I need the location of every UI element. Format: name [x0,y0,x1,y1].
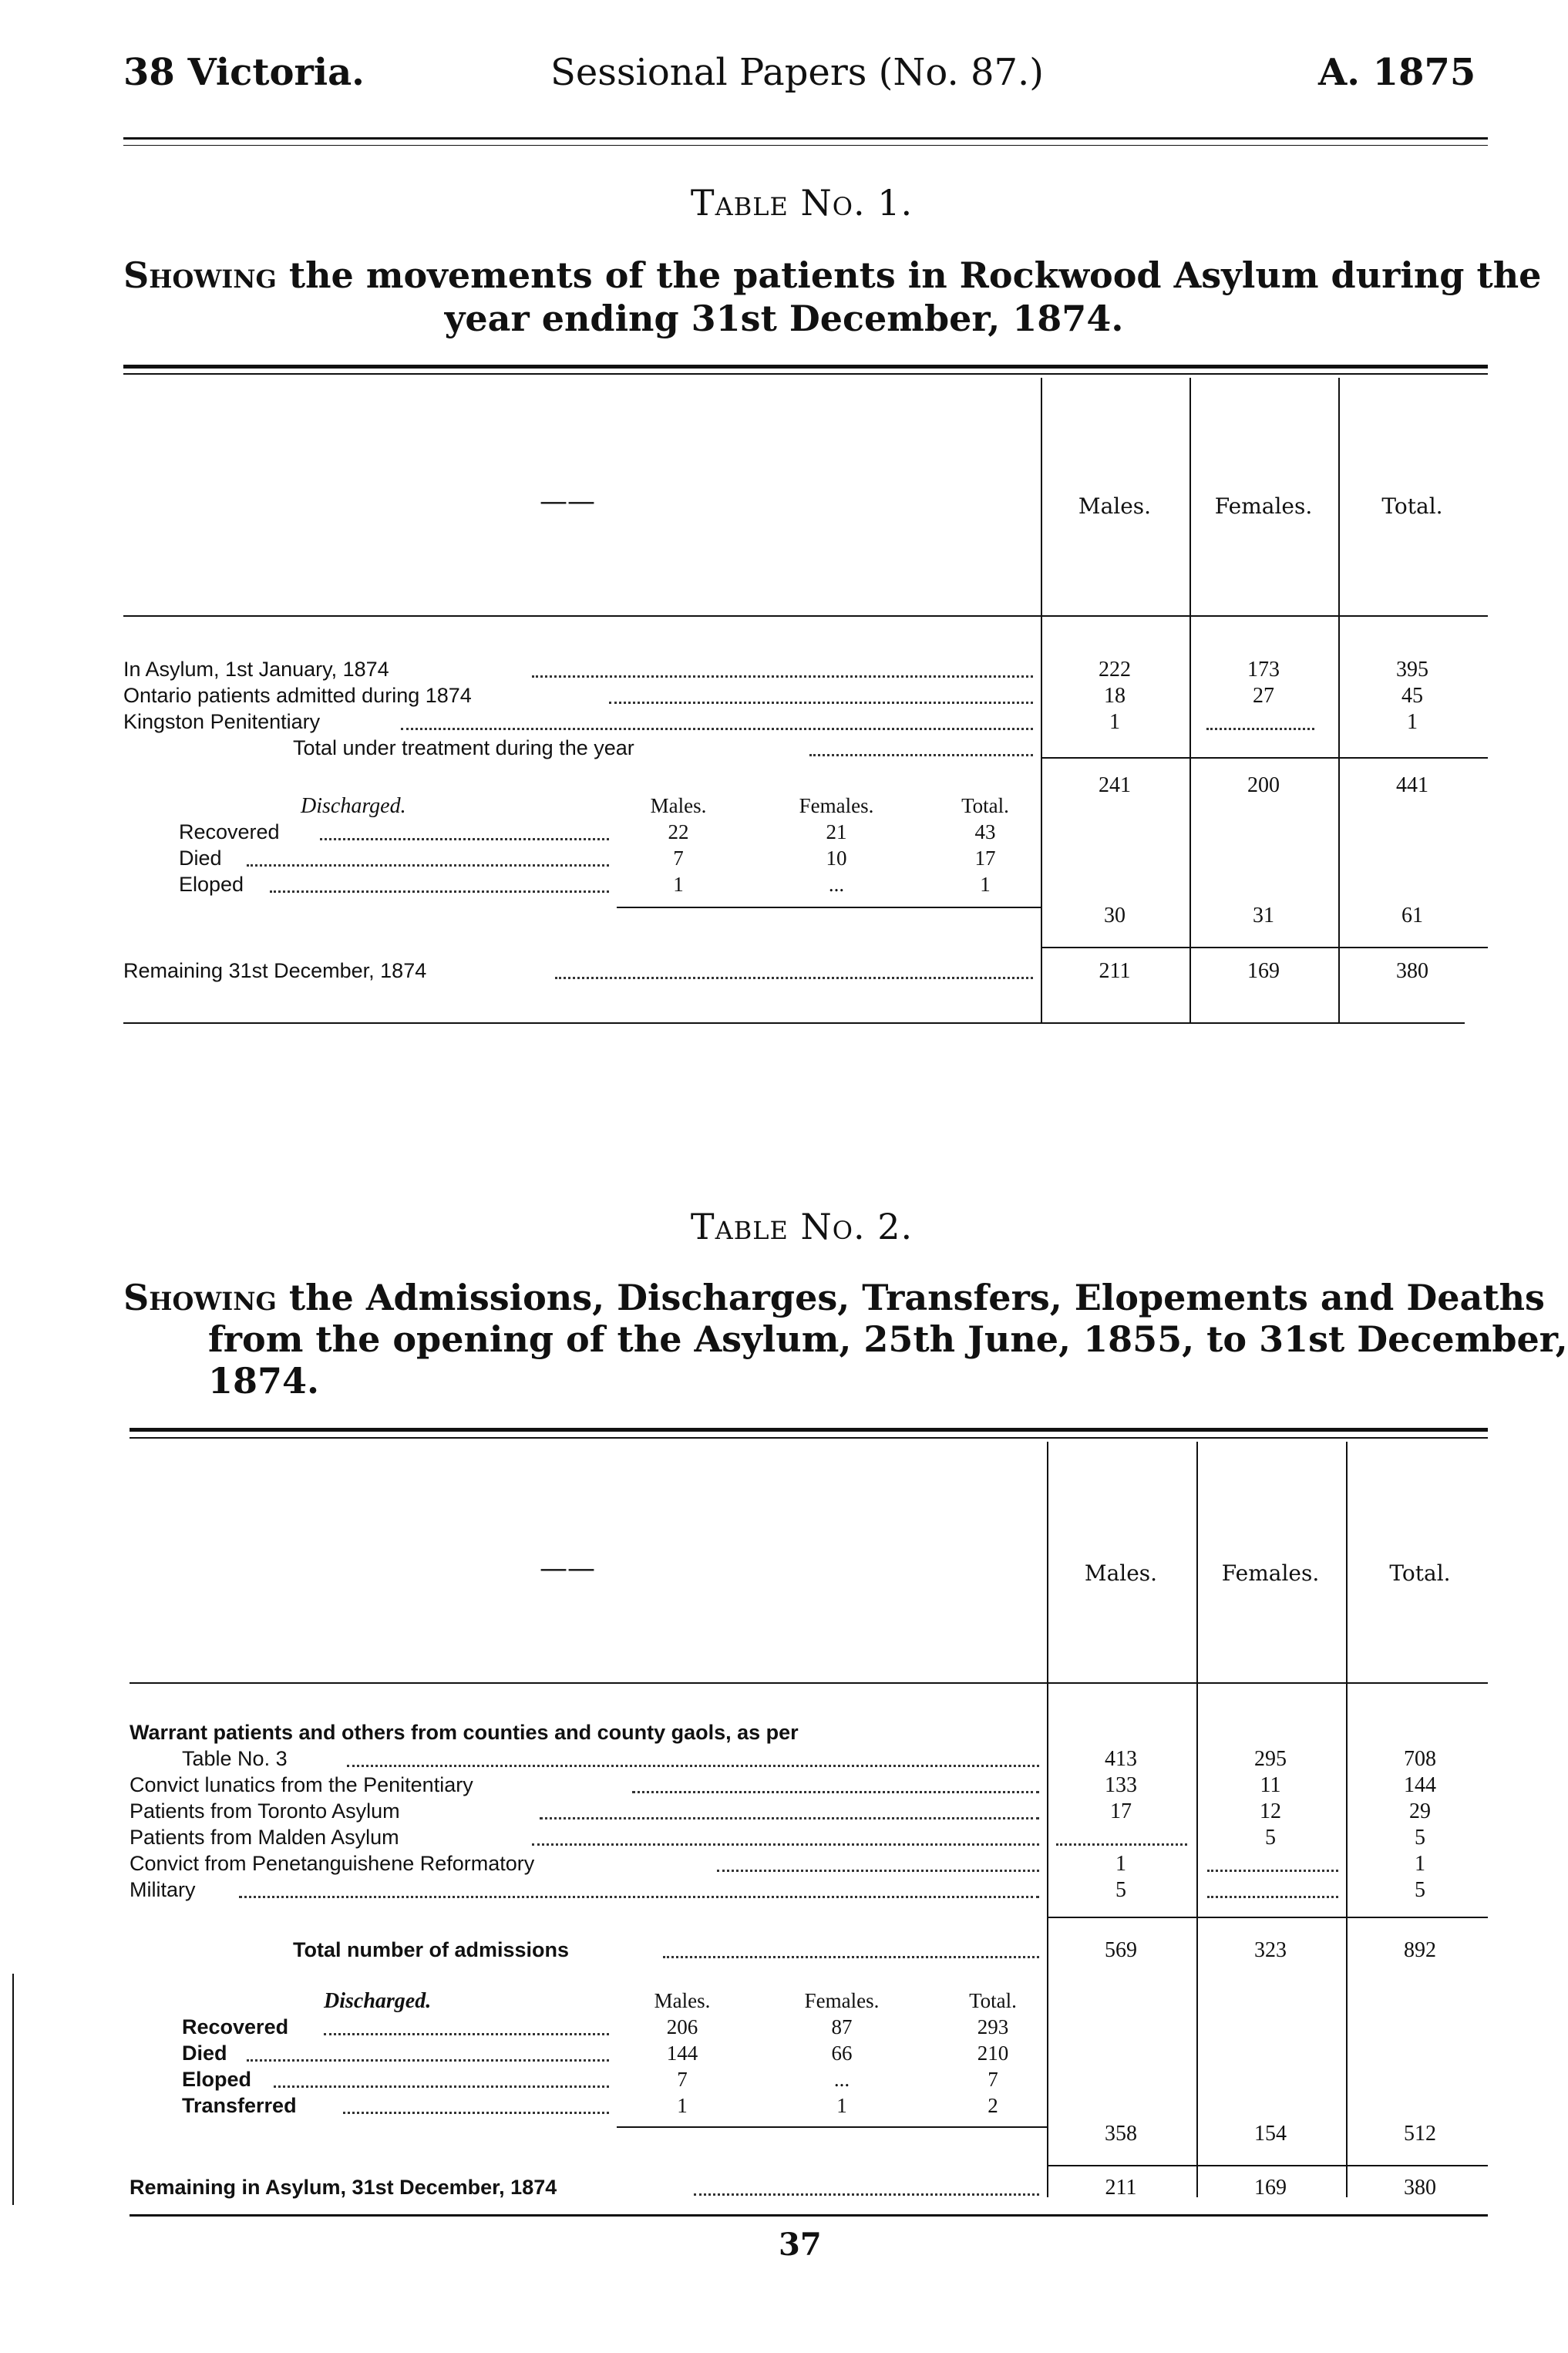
table1-bottom-rule [123,1022,1465,1024]
table1-discharged-males: 7 [673,847,684,870]
table2-row-total: 708 [1404,1747,1436,1771]
table2-discharged-label: Recovered [182,2015,289,2038]
table2-row-males: 133 [1105,1773,1137,1797]
table1-col-males: Males. [1078,493,1152,519]
table2-row-males: 5 [1115,1878,1126,1902]
table1-discharged-label: Eloped [179,873,244,896]
table2-discharged-males: 1 [677,2094,688,2117]
table2-caption-text1: the Admissions, Discharges, Transfers, Elopements and Deaths [288,1277,1545,1318]
table2-sub-total: Total. [969,1989,1017,2012]
table1-vrule-1 [1041,378,1042,1022]
table1-discharged-head: Discharged. [301,794,406,818]
table1-discharged-total: 43 [974,820,996,843]
table2-row-label: Convict lunatics from the Penitentiary [130,1773,473,1796]
table2-caption-line3: 1874. [208,1360,320,1402]
table1-row-total: 45 [1401,684,1423,708]
table2-sub-males: Males. [654,1989,711,2012]
table1-empty-cell-dots [1206,728,1314,730]
leader-dots [632,1791,1039,1793]
table1-row-males: 222 [1099,658,1131,682]
table2-col-females: Females. [1221,1560,1320,1586]
table1-disch-total-females: 31 [1253,904,1274,927]
table2-discharged-total: 2 [988,2094,998,2117]
table1-row-males: 241 [1099,773,1131,797]
table1-disch-total-males: 30 [1104,904,1126,927]
table1-remaining-females: 169 [1247,959,1280,983]
table1-subtotal-rule [1041,757,1488,759]
leader-dots [809,754,1033,756]
table2-col-total: Total. [1389,1560,1451,1586]
table1-row-total: 441 [1396,773,1428,797]
table2-row-females: 12 [1260,1799,1281,1823]
table1-top-rule-thin [123,373,1488,375]
table2-title: Table No. 2. [690,1206,914,1247]
table1-blank-head: —— [540,486,595,517]
table2-vrule-2 [1196,1442,1198,2197]
table2-empty-cell-dots [1207,1896,1338,1898]
table2-row-males: 1 [1115,1852,1126,1876]
leader-dots [540,1817,1039,1819]
header-rule-bottom [123,145,1488,146]
table1-remaining-rule [1041,947,1488,948]
table2-warrant-line1: Warrant patients and others from counties and county gaols, as per [130,1721,799,1744]
table2-disch-total-total: 512 [1404,2122,1436,2146]
table2-row-label: Military [130,1878,196,1901]
table1-discharged-total: 17 [974,847,996,870]
table2-row-label: Convict from Penetanguishene Reformatory [130,1852,535,1875]
table2-vrule-1 [1047,1442,1048,2197]
table2-disch-total-males: 358 [1105,2122,1137,2146]
running-header-year: A. 1875 [1318,51,1476,94]
table1-row-label: In Asylum, 1st January, 1874 [123,658,389,681]
table1-discharged-males: 22 [668,820,689,843]
table1-discharged-total: 1 [980,873,991,896]
table1-row-label: Ontario patients admitted during 1874 [123,684,472,707]
table2-disch-total-females: 154 [1254,2122,1287,2146]
table1-caption-lead: Showing [123,254,277,296]
table2-top-rule [130,1428,1488,1432]
table2-total-admissions-females: 323 [1254,1938,1287,1962]
table1-row-total: 395 [1396,658,1428,682]
table2-sub-females: Females. [804,1989,880,2012]
table2-total-admissions-total: 892 [1404,1938,1436,1962]
table2-sub-rule [617,2126,1047,2128]
table1-remaining-males: 211 [1099,959,1131,983]
table2-total-admissions-males: 569 [1105,1938,1137,1962]
table2-row-total: 5 [1415,1826,1425,1850]
table1-sub-rule [617,907,1041,908]
table1-row-males: 1 [1109,710,1120,734]
table2-row-label: Table No. 3 [182,1747,288,1770]
leader-dots [343,2112,609,2114]
table2-row-total: 144 [1404,1773,1436,1797]
table2-row-males: 17 [1110,1799,1132,1823]
table1-discharged-males: 1 [673,873,684,896]
leader-dots [324,2033,609,2035]
table1-discharged-label: Died [179,847,222,870]
table2-discharged-label: Transferred [182,2094,297,2117]
table2-row-total: 5 [1415,1878,1425,1902]
table2-discharged-males: 206 [666,2015,698,2038]
table2-row-males: 413 [1105,1747,1137,1771]
table1-sub-males: Males. [650,794,707,817]
table2-head-rule [130,1682,1488,1684]
table2-remaining-rule [1047,2165,1488,2166]
table1-discharged-label: Recovered [179,820,280,843]
table2-discharged-total: 210 [977,2042,1009,2065]
margin-mark [12,1974,14,2205]
table2-row-total: 29 [1409,1799,1431,1823]
leader-dots [555,977,1033,979]
table1-row-males: 18 [1104,684,1126,708]
table1-row-females: 173 [1247,658,1280,682]
leader-dots [347,1765,1039,1767]
table1-row-total: 1 [1407,710,1418,734]
table1-caption-text1: the movements of the patients in Rockwood Asylum during the [288,254,1542,296]
table2-empty-cell-dots [1207,1870,1338,1872]
table2-discharged-label: Eloped [182,2068,252,2091]
table2-row-label: Patients from Toronto Asylum [130,1799,400,1823]
table2-remaining-females: 169 [1254,2176,1287,2200]
table2-col-males: Males. [1084,1560,1158,1586]
table2-top-rule-thin [130,1437,1488,1439]
table2-remaining-total: 380 [1404,2176,1436,2200]
table2-row-total: 1 [1415,1852,1425,1876]
table1-row-females: 200 [1247,773,1280,797]
leader-dots [401,728,1033,730]
table1-remaining-label: Remaining 31st December, 1874 [123,959,427,982]
table2-remaining-label: Remaining in Asylum, 31st December, 1874 [130,2176,557,2199]
table2-caption-line2: from the opening of the Asylum, 25th June, 1855, to 31st December, [208,1318,1568,1360]
page-number: 37 [779,2227,822,2263]
table2-discharged-females: ... [833,2068,850,2091]
table2-discharged-males: 144 [666,2042,698,2065]
leader-dots [320,838,609,840]
table1-sub-total: Total. [961,794,1009,817]
table2-discharged-label: Died [182,2042,227,2065]
leader-dots [239,1896,1039,1898]
table1-vrule-2 [1189,378,1191,1022]
table1-head-rule [123,615,1488,617]
table1-discharged-females: ... [828,873,845,896]
table2-discharged-males: 7 [677,2068,688,2091]
table2-discharged-head: Discharged. [324,1989,432,2013]
leader-dots [532,1843,1039,1846]
table2-blank-head: —— [540,1553,595,1584]
table2-discharged-females: 1 [836,2094,847,2117]
table2-row-label: Patients from Malden Asylum [130,1826,399,1849]
leader-dots [663,1956,1039,1958]
table2-empty-cell-dots [1056,1843,1187,1846]
running-header-volume: 38 Victoria. [123,51,365,94]
table1-caption-line1 [123,254,1541,296]
leader-dots [717,1870,1039,1872]
table1-remaining-total: 380 [1396,959,1428,983]
table2-row-females: 295 [1254,1747,1287,1771]
table1-row-females: 27 [1253,684,1274,708]
leader-dots [274,2085,609,2088]
leader-dots [609,702,1033,704]
table1-discharged-females: 21 [826,820,847,843]
table2-row-females: 5 [1265,1826,1276,1850]
table1-vrule-3 [1338,378,1340,1022]
leader-dots [694,2193,1039,2196]
table1-sub-females: Females. [799,794,874,817]
table2-bottom-rule [130,2214,1488,2217]
table2-vrule-3 [1346,1442,1348,2197]
table1-row-label: Kingston Penitentiary [123,710,321,733]
table2-discharged-total: 293 [977,2015,1009,2038]
table2-remaining-males: 211 [1105,2176,1137,2200]
table2-row-females: 11 [1260,1773,1281,1797]
table2-total-admissions-label: Total number of admissions [293,1938,570,1961]
table1-disch-total-total: 61 [1401,904,1423,927]
table1-caption-line2: year ending 31st December, 1874. [444,298,1124,339]
table1-col-total: Total. [1381,493,1443,519]
leader-dots [247,2059,609,2062]
table2-caption-line1 [123,1277,1545,1318]
table2-caption-lead: Showing [123,1277,277,1318]
table1-row-label: Total under treatment during the year [293,736,634,759]
table1-col-females: Females. [1214,493,1313,519]
header-rule-top [123,137,1488,140]
table2-discharged-females: 87 [831,2015,853,2038]
leader-dots [270,890,609,893]
table1-discharged-females: 10 [826,847,847,870]
table1-title: Table No. 1. [690,182,914,224]
running-header-title: Sessional Papers (No. 87.) [550,51,1045,94]
table2-discharged-total: 7 [988,2068,998,2091]
table2-subtotal-rule [1047,1917,1488,1918]
table2-discharged-females: 66 [831,2042,853,2065]
table1-top-rule [123,365,1488,369]
leader-dots [532,675,1033,678]
leader-dots [247,864,609,867]
